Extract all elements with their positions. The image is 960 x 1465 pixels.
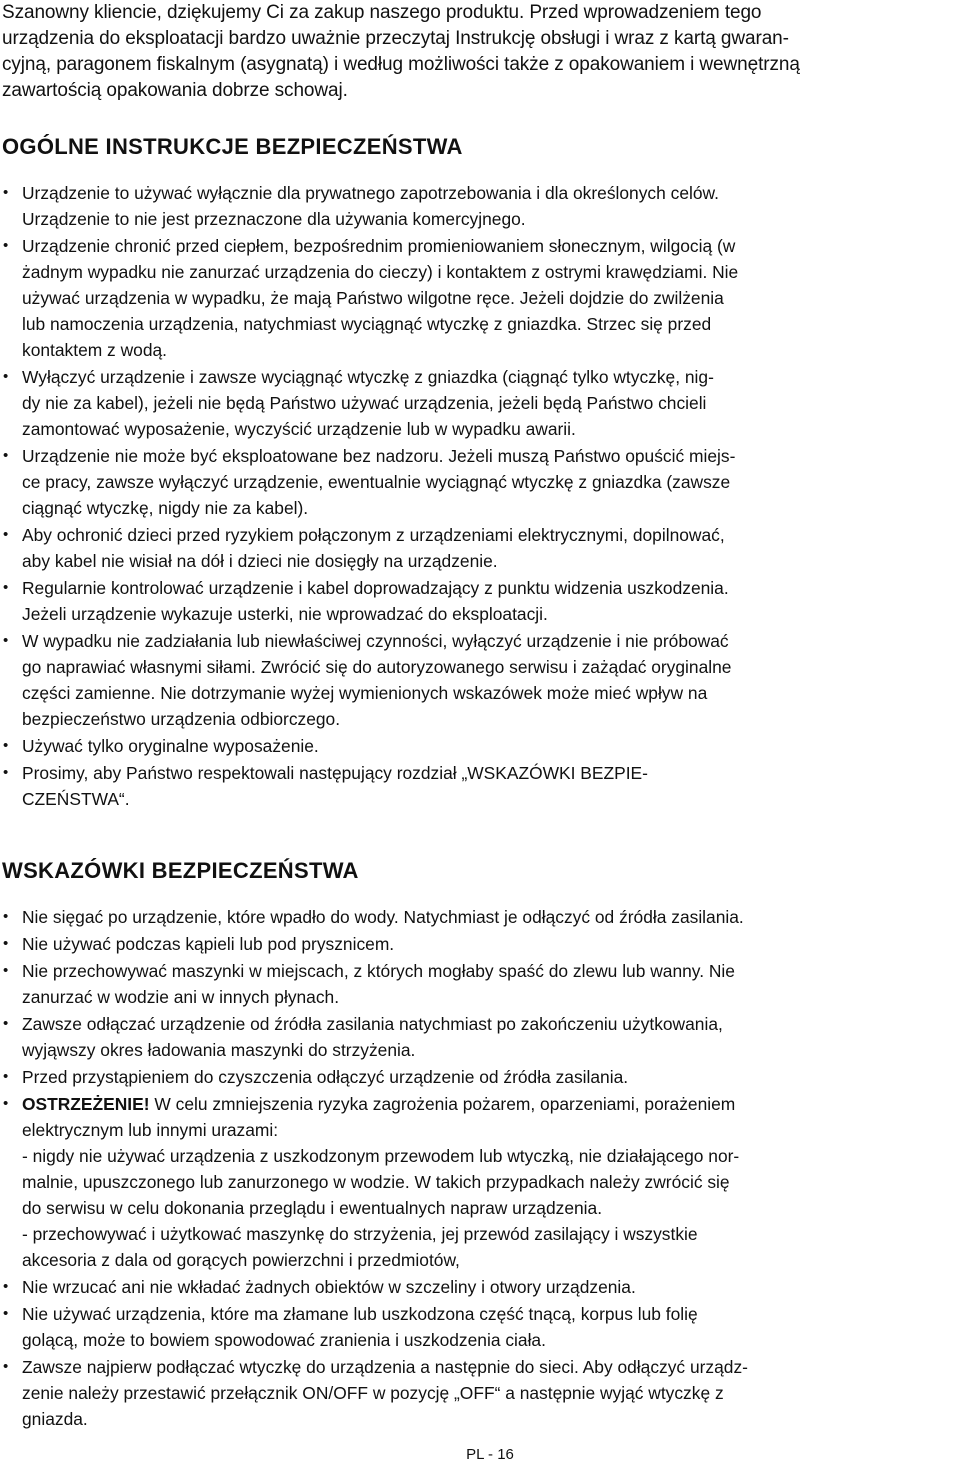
list-item-line: • Prosimy, aby Państwo respektowali następujący rozdział „WSKAZÓWKI BEZPIE- [22, 763, 648, 783]
warning-line: elektrycznym lub innymi urazami: [22, 1120, 279, 1140]
list-item-line: ce pracy, zawsze wyłączyć urządzenie, ewentualnie wyciągnąć wtyczkę z gniazdka (zawsze [22, 472, 731, 492]
list-item [0, 1064, 958, 1090]
safety-tips-heading: WSKAZÓWKI BEZPIECZEŃSTWA [2, 858, 359, 883]
list-item-line: Urządzenie to nie jest przeznaczone dla używania komercyjnego. [22, 209, 526, 229]
list-item-line: dy nie za kabel), jeżeli nie będą Państwo używać urządzenia, jeżeli będą Państwo chcieli [22, 393, 707, 413]
list-item-line: CZEŃSTWA“. [22, 789, 130, 809]
list-item-line: Jeżeli urządzenie wykazuje usterki, nie wprowadzać do eksploatacji. [22, 604, 548, 624]
warning-label: OSTRZEŻENIE! [22, 1094, 150, 1114]
list-item-line: • Nie używać podczas kąpieli lub pod prysznicem. [22, 934, 395, 954]
list-item-line: • Regularnie kontrolować urządzenie i kabel doprowadzający z punktu widzenia uszkodzenia. [22, 578, 729, 598]
list-item-line: • Nie używać urządzenia, które ma złamane lub uszkodzona część tnącą, korpus lub folię [22, 1304, 698, 1324]
list-item-line: kontaktem z wodą. [22, 340, 167, 360]
intro-line: cyjną, paragonem fiskalnym (asygnatą) i według możliwości także z opakowaniem i wewnętrzną [2, 54, 800, 75]
list-item [0, 931, 958, 957]
list-item-line: • Nie przechowywać maszynki w miejscach, z których mogłaby spaść do zlewu lub wanny. Nie [22, 961, 735, 981]
intro-line: Szanowny kliencie, dziękujemy Ci za zakup naszego produktu. Przed wprowadzeniem tego [2, 2, 762, 23]
page-footer [0, 1446, 960, 1463]
list-item [0, 733, 958, 759]
list-item [0, 1354, 958, 1432]
list-item-line: lub namoczenia urządzenia, natychmiast wyciągnąć wtyczkę z gniazdka. Strzec się przed [22, 314, 712, 334]
warning-line [22, 1091, 958, 1117]
list-item [0, 180, 958, 232]
list-item-line: • Aby ochronić dzieci przed ryzykiem połączonym z urządzeniami elektrycznymi, dopilnować, [22, 525, 725, 545]
intro-paragraph [0, 0, 960, 104]
list-item-line: używać urządzenia w wypadku, że mają Państwo wilgotne ręce. Jeżeli dojdzie do zwilżenia [22, 288, 724, 308]
list-item-line: zanurzać w wodzie ani w innych płynach. [22, 987, 340, 1007]
list-item-line: golącą, może to bowiem spowodować zranienia i uszkodzenia ciała. [22, 1330, 546, 1350]
list-item-line: • Urządzenie nie może być eksploatowane bez nadzoru. Jeżeli muszą Państwo opuścić miejs- [22, 446, 736, 466]
list-item-line: • Zawsze najpierw podłączać wtyczkę do urządzenia a następnie do sieci. Aby odłączyć urządz- [22, 1357, 748, 1377]
list-item-line: wyjąwszy okres ładowania maszynki do strzyżenia. [22, 1040, 416, 1060]
list-item [0, 522, 958, 574]
list-item-line: • Wyłączyć urządzenie i zawsze wyciągnąć wtyczkę z gniazdka (ciągnąć tylko wtyczkę, nig- [22, 367, 714, 387]
list-item-line: zenie należy przestawić przełącznik ON/OFF w pozycję „OFF“ a następnie wyjąć wtyczkę z [22, 1383, 724, 1403]
list-item-line: aby kabel nie wisiał na dół i dzieci nie dosięgły na urządzenie. [22, 551, 498, 571]
list-item [0, 1011, 958, 1063]
list-item [0, 575, 958, 627]
list-item-line: części zamienne. Nie dotrzymanie wyżej wymienionych wskazówek może mieć wpływ na [22, 683, 708, 703]
list-item-line: • W wypadku nie zadziałania lub niewłaściwej czynności, wyłączyć urządzenie i nie próbować [22, 631, 729, 651]
list-item [0, 443, 958, 521]
list-item [0, 760, 958, 812]
safety-tips-list [0, 904, 958, 1433]
warning-line: - nigdy nie używać urządzenia z uszkodzonym przewodem lub wtyczką, nie działającego nor- [22, 1146, 740, 1166]
general-safety-heading: OGÓLNE INSTRUKCJE BEZPIECZEŃSTWA [2, 134, 463, 159]
warning-line: malnie, upuszczonego lub zanurzonego w wodzie. W takich przypadkach należy zwrócić się [22, 1172, 730, 1192]
list-item [0, 1274, 958, 1300]
list-item-line: ciągnąć wtyczkę, nigdy nie za kabel). [22, 498, 309, 518]
list-item [0, 233, 958, 363]
list-item-line: • Nie sięgać po urządzenie, które wpadło do wody. Natychmiast je odłączyć od źródła zasilania. [22, 907, 744, 927]
list-item-line: • Urządzenie to używać wyłącznie dla prywatnego zapotrzebowania i dla określonych celów. [22, 183, 719, 203]
list-item [0, 958, 958, 1010]
warning-line: - przechowywać i użytkować maszynkę do strzyżenia, jej przewód zasilający i wszystkie [22, 1224, 698, 1244]
list-item-line: • Używać tylko oryginalne wyposażenie. [22, 736, 319, 756]
list-item-line: bezpieczeństwo urządzenia odbiorczego. [22, 709, 341, 729]
list-item [0, 1301, 958, 1353]
list-item-line: zamontować wyposażenie, wyczyścić urządzenie lub w wypadku awarii. [22, 419, 576, 439]
list-item [0, 364, 958, 442]
list-item-line: gniazda. [22, 1409, 88, 1429]
list-item [0, 628, 958, 732]
list-item-line: żadnym wypadku nie zanurzać urządzenia do cieczy) i kontaktem z ostrymi krawędziami. Nie [22, 262, 739, 282]
list-item-line: • Przed przystąpieniem do czyszczenia odłączyć urządzenie od źródła zasilania. [22, 1067, 629, 1087]
page-number: PL - 16 [466, 1446, 514, 1463]
list-item [0, 904, 958, 930]
list-item-line: • Zawsze odłączać urządzenie od źródła zasilania natychmiast po zakończeniu użytkowania, [22, 1014, 723, 1034]
intro-line: urządzenia do eksploatacji bardzo uważnie przeczytaj Instrukcję obsługi i wraz z kartą gwaran- [2, 28, 789, 49]
warning-text: W celu zmniejszenia ryzyka zagrożenia pożarem, oparzeniami, porażeniem [149, 1094, 736, 1114]
list-item-line: go naprawiać własnymi siłami. Zwrócić się do autoryzowanego serwisu i zażądać oryginalne [22, 657, 732, 677]
warning-line: do serwisu w celu dokonania przeglądu i ewentualnych napraw urządzenia. [22, 1198, 603, 1218]
general-safety-list [0, 180, 958, 813]
warning-line: akcesoria z dala od gorących powierzchni i przedmiotów, [22, 1250, 460, 1270]
intro-line: zawartością opakowania dobrze schowaj. [2, 80, 348, 101]
warning-item [0, 1091, 958, 1273]
list-item-line: • Urządzenie chronić przed ciepłem, bezpośrednim promieniowaniem słonecznym, wilgocią (w [22, 236, 736, 256]
list-item-line: • Nie wrzucać ani nie wkładać żadnych obiektów w szczeliny i otwory urządzenia. [22, 1277, 636, 1297]
